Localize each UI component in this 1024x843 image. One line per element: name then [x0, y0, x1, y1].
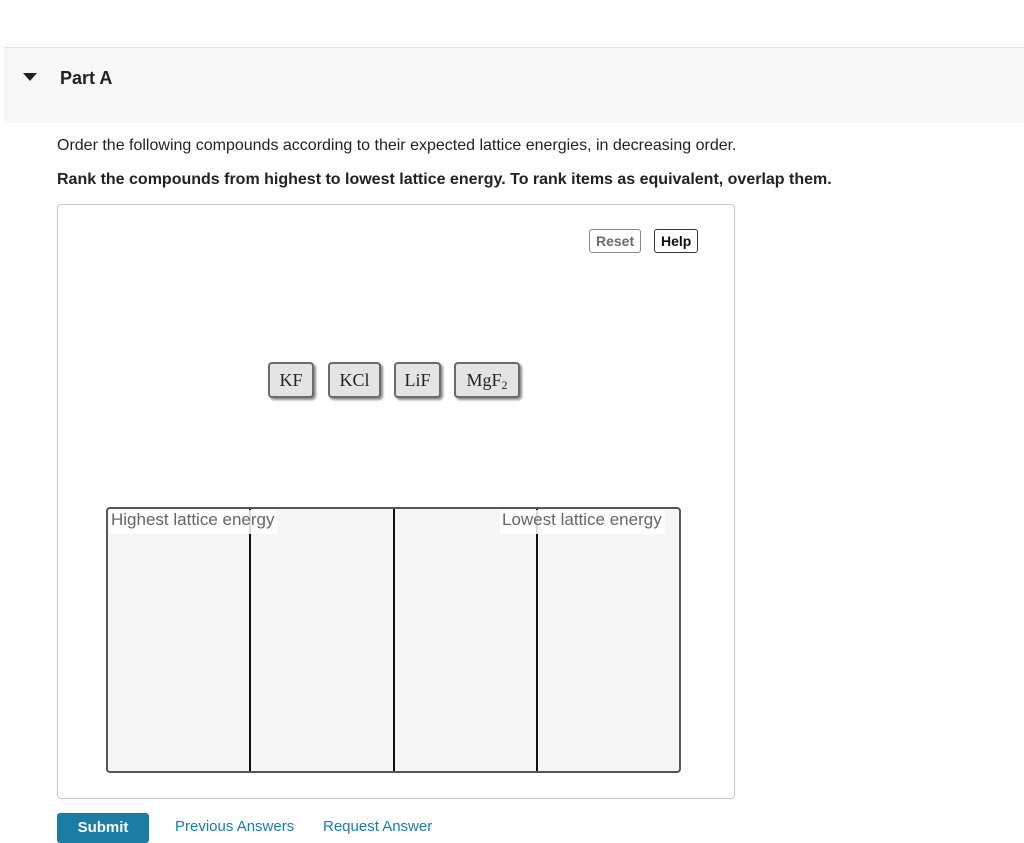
- ranking-bin-3[interactable]: [395, 509, 538, 771]
- item-label: KCl: [339, 370, 370, 390]
- item-label: MgF: [466, 370, 502, 390]
- collapse-caret-icon[interactable]: [23, 73, 37, 81]
- reset-button[interactable]: Reset: [589, 229, 641, 253]
- submit-button[interactable]: Submit: [57, 813, 149, 843]
- help-button[interactable]: Help: [654, 229, 698, 253]
- request-answer-link[interactable]: Request Answer: [323, 818, 433, 835]
- previous-answers-link[interactable]: Previous Answers: [175, 818, 295, 835]
- part-header[interactable]: [4, 47, 1024, 123]
- item-label: KF: [279, 370, 303, 390]
- question-instruction: Rank the compounds from highest to lowest lattice energy. To rank items as equivalent, overlap them.: [57, 171, 832, 188]
- item-tile-mgf2[interactable]: [454, 362, 520, 398]
- item-tile-lif[interactable]: [394, 362, 441, 398]
- item-subscript: 2: [501, 378, 508, 392]
- highest-label: Highest lattice energy: [109, 510, 277, 534]
- part-title: Part A: [60, 68, 113, 88]
- item-tile-kf[interactable]: [268, 362, 314, 398]
- item-label: LiF: [404, 370, 431, 390]
- lowest-label: Lowest lattice energy: [500, 510, 665, 534]
- question-prompt: Order the following compounds according to their expected lattice energies, in decreasing order.: [57, 137, 737, 154]
- ranking-bin-4[interactable]: [538, 509, 679, 771]
- ranking-bin-1[interactable]: [108, 509, 251, 771]
- ranking-area: [106, 507, 681, 773]
- ranking-bin-2[interactable]: [251, 509, 394, 771]
- item-tile-kcl[interactable]: [328, 362, 381, 398]
